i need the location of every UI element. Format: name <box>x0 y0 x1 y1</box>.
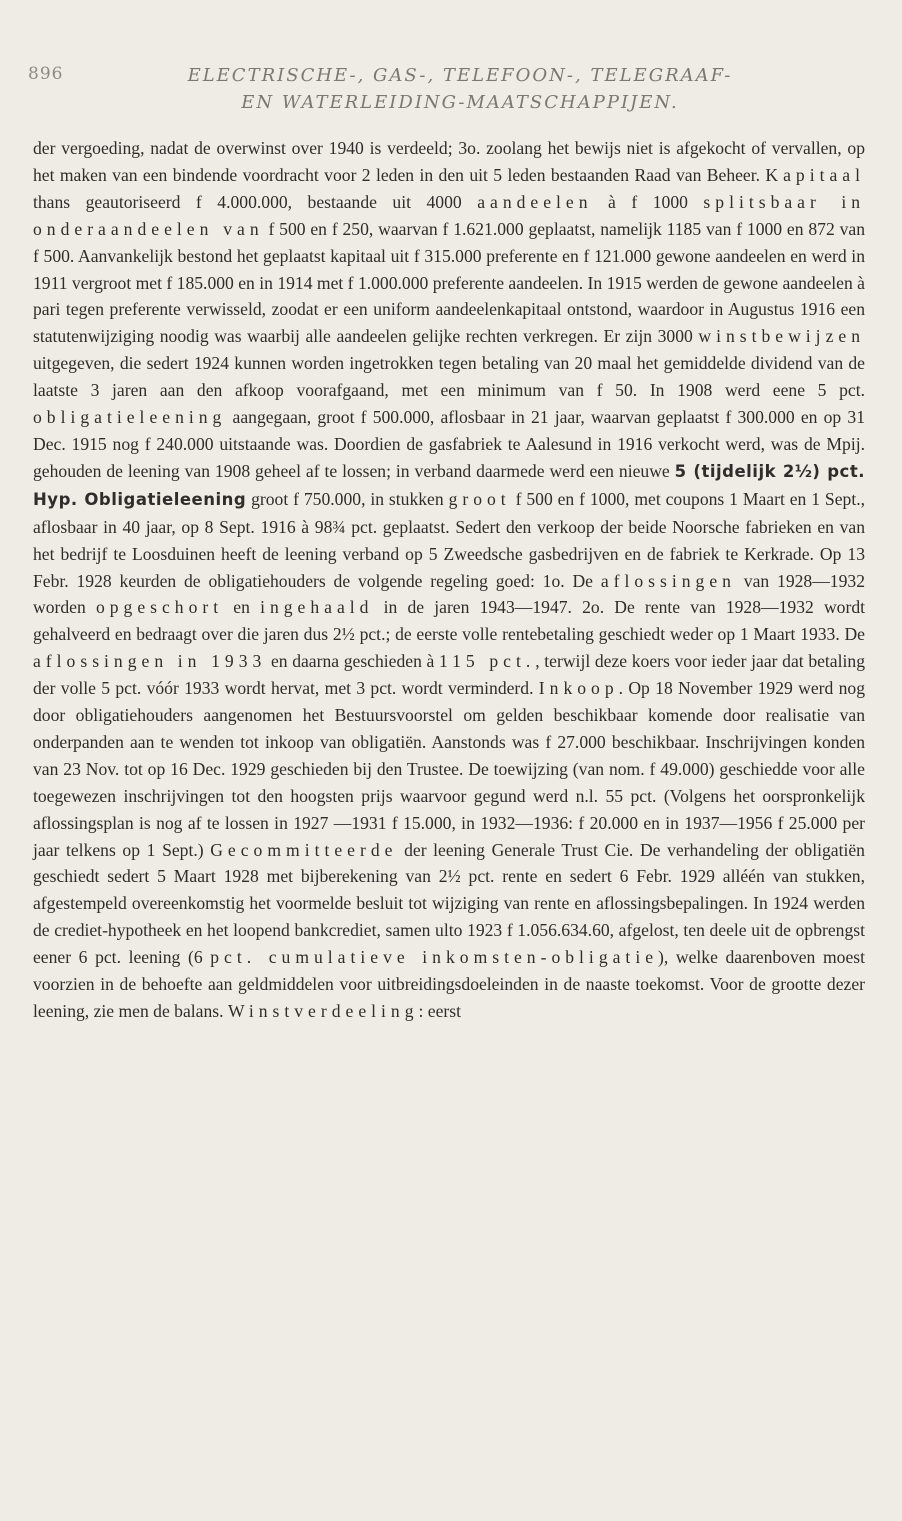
spaced-term-aflossingen-1933: aflossingen in 1933 <box>33 651 267 672</box>
text-run: f 500 en f 1000, met coupons 1 Maart en 1 Sept., aflosbaar in 40 jaar, op 8 Sept. 1916 à 98¾ pct. geplaatst. Sedert den verkoop der beide Noorsche fabrieken en van het bedrijf te Loosduinen heeft de leening verband op 5 Zweedsche gasbedrijven en de fabriek te Kerkrade. Op 13 Febr. 1928 keurden de obligatiehouders de volgende regeling goed: 1o. De <box>33 488 866 591</box>
spaced-term-ingehaald: ingehaald <box>260 597 374 618</box>
text-run: aangegaan, groot f 500.000, aflosbaar in 21 jaar, waarvan geplaatst f 300.000 en op 31 Dec. 1915 nog f 240.000 uitstaande was. Doordien de gasfabriek te Aalesund in 1916 verkocht werd, was de Mpij. gehouden de leening van 1908 geheel af te lossen; in verband daarmede werd een nieuwe <box>33 407 865 481</box>
text-run: à <box>592 191 632 212</box>
spaced-term-splitsbaar: splitsbaar in onderaandeelen van <box>33 191 866 239</box>
text-run: . Op 18 November 1929 werd nog door obligatiehouders aangenomen het Bestuursvoorstel om gelden beschikbaar komende door realisatie van onderpanden aan te wenden tot inkoop van obligatiën. Aanstonds was f 27.000 beschikbaar. Inschrijvingen konden van 23 Nov. tot op 16 Dec. 1929 geschieden bij den Trustee. De toewijzing (van nom. f 49.000) geschiedde voor alle toegewezen inschrijvingen tot den hoogsten prijs waarvoor gegund werd n.l. 55 pct. (Volgens het oorspronkelijk aflossingsplan is nog af te lossen in 1927 —1931 f 15.000, in 1932—1936: f 20.000 en in 1937—1956 f 25.000 per jaar telkens op 1 Sept.) <box>33 678 865 860</box>
running-head-line-2: EN WATERLEIDING-MAATSCHAPPIJEN. <box>241 92 679 113</box>
spaced-term-winstbewijzen: winstbewijzen <box>698 326 865 347</box>
running-head <box>60 62 860 116</box>
spaced-term-groot: groot <box>448 488 511 509</box>
text-run: ), welke daarenboven moest voorzien in de behoefte aan geldmiddelen voor uitbreidingsdoeleinden in de naaste toekomst. Voor de grootte dezer leening, zie men de balans. <box>33 947 865 1021</box>
text-run: in de jaren 1943—1947. 2o. De rente van 1928—1932 wordt gehalveerd en bedraagt over die jaren dus 2½ pct.; de eerste volle rentebetaling geschiedt weder op 1 Maart 1933. De <box>33 597 866 645</box>
spaced-term-115-pct: 115 pct. <box>438 651 536 672</box>
text-run: f 4.000.000, bestaande uit 4000 <box>195 191 478 212</box>
spaced-term-kapitaal: Kapitaal <box>765 164 865 185</box>
text-run: thans geautoriseerd <box>33 191 196 212</box>
bold-term-hyp-obligatieleening: 5 (tijdelijk 2½) pct. Hyp. Obligatieleening <box>33 461 865 509</box>
text-run: groot f 750.000, in stukken <box>246 488 449 509</box>
spaced-term-winstverdeeling: Winstverdeeling <box>227 1001 419 1021</box>
text-run: uitgegeven, die sedert 1924 kunnen worden ingetrokken tegen betaling van 20 maal het gemiddelde dividend van de laatste 3 jaren aan den afkoop voorafgaand, met een minimum van f 50. In 1908 werd eene 5 pct. <box>33 353 865 401</box>
spaced-term-aflossingen: aflossingen <box>600 570 736 591</box>
spaced-term-obligatieleening: obligatieleening <box>33 407 227 428</box>
text-run: , terwijl deze koers voor ieder jaar dat betaling der volle 5 pct. vóór 1933 wordt hervat, met 3 pct. wordt verminderd. <box>33 651 865 699</box>
text-run: en <box>223 597 261 618</box>
body-paragraph <box>33 135 865 1025</box>
text-run: : eerst <box>418 1001 462 1021</box>
running-head-line-1: ELECTRISCHE-, GAS-, TELEFOON-, TELEGRAAF- <box>187 65 733 86</box>
text-run: der leening Generale Trust Cie. De verhandeling der obligatiën geschiedt sedert 5 Maart 1928 met bijberekening van 2½ pct. rente en sedert 6 Febr. 1929 alléén van stukken, afgestempeld overeenkomstig het voormelde besluit tot wijziging van rente en aflossingsbepalingen. In 1924 werden de crediet-hypotheek en het loopend bankcrediet, samen ulto 1923 f 1.056.634.60, afgelost, ten deele uit de opbrengst eener 6 pct. leening (6 <box>33 839 865 968</box>
spaced-term-inkomsten-obligatie: pct. cumulatieve inkomsten-obligatie <box>210 947 659 968</box>
text-run: f 1000 <box>631 191 704 212</box>
spaced-term-aandeelen: aandeelen <box>477 191 593 212</box>
spaced-term-gecommitteerde: Gecommitteerde <box>210 839 398 860</box>
spaced-term-opgeschort: opgeschort <box>95 597 224 618</box>
text-run: der vergoeding, nadat de overwinst over 1940 is verdeeld; 3o. zoolang het bewijs niet is afgekocht of vervallen, op het maken van een bindende voordracht voor 2 leden in den uit 5 leden bestaanden Raad van Beheer. <box>33 138 865 185</box>
text-run: en daarna geschieden à <box>266 651 439 672</box>
spaced-term-inkoop: Inkoop <box>538 678 619 699</box>
text-run: van 1928—1932 worden <box>33 570 865 618</box>
page-number: 896 <box>28 64 64 84</box>
text-run: f 500 en f 250, waarvan f 1.621.000 geplaatst, namelijk 1185 van f 1000 en 872 van f 500. Aanvankelijk bestond het geplaatst kapitaal uit f 315.000 preferente en f 121.000 gewone aandeelen en werd in 1911 vergroot met f 185.000 en in 1914 met f 1.000.000 preferente aandeelen. In 1915 werden de gewone aandeelen à pari tegen preferente verwisseld, zoodat er een uniform aandeelenkapitaal ontstond, waardoor in Augustus 1916 een statutenwijziging noodig was waarbij alle aandeelen gelijke rechten verkregen. Er zijn 3000 <box>33 218 865 347</box>
